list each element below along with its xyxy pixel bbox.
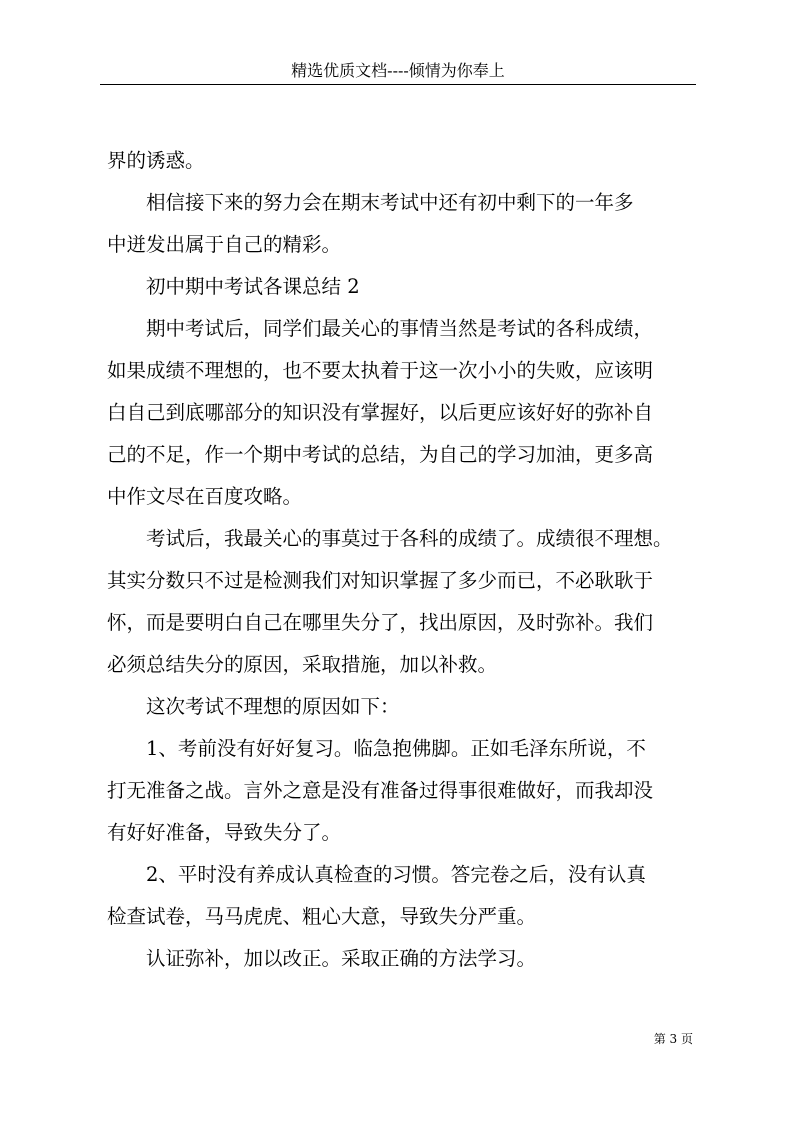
text-line: 白自己到底哪部分的知识没有掌握好，以后更应该好好的弥补自 bbox=[107, 401, 654, 424]
text-line: 有好好准备，导致失分了。 bbox=[107, 821, 342, 844]
text-line: 必须总结失分的原因，采取措施，加以补救。 bbox=[107, 653, 498, 676]
text-line: 认证弥补，加以改正。采取正确的方法学习。 bbox=[146, 947, 537, 970]
text-line: 期中考试后，同学们最关心的事情当然是考试的各科成绩， bbox=[146, 317, 654, 340]
text-line: 2、平时没有养成认真检查的习惯。答完卷之后，没有认真 bbox=[146, 863, 646, 886]
text-line: 界的诱惑。 bbox=[107, 149, 205, 172]
header-title: 精选优质文档----倾情为你奉上 bbox=[291, 61, 505, 80]
page-number: 第 3 页 bbox=[653, 1032, 693, 1046]
text-line: 检查试卷，马马虎虎、粗心大意，导致失分严重。 bbox=[107, 905, 537, 928]
section-heading: 初中期中考试各课总结 2 bbox=[146, 275, 360, 298]
text-line: 打无准备之战。言外之意是没有准备过得事很难做好，而我却没 bbox=[107, 779, 654, 802]
text-line: 怀，而是要明白自己在哪里失分了，找出原因，及时弥补。我们 bbox=[107, 611, 654, 634]
text-line: 己的不足，作一个期中考试的总结，为自己的学习加油，更多高 bbox=[107, 443, 654, 466]
text-line: 其实分数只不过是检测我们对知识掌握了多少而已，不必耿耿于 bbox=[107, 569, 654, 592]
text-line: 如果成绩不理想的，也不要太执着于这一次小小的失败，应该明 bbox=[107, 359, 654, 382]
text-line: 考试后，我最关心的事莫过于各科的成绩了。成绩很不理想。 bbox=[146, 527, 673, 550]
page-header bbox=[100, 58, 696, 85]
document-body bbox=[107, 140, 697, 980]
text-line: 这次考试不理想的原因如下： bbox=[146, 695, 400, 718]
text-line: 相信接下来的努力会在期末考试中还有初中剩下的一年多 bbox=[146, 191, 634, 214]
text-line: 1、考前没有好好复习。临急抱佛脚。正如毛泽东所说，不 bbox=[146, 737, 646, 760]
text-line: 中迸发出属于自己的精彩。 bbox=[107, 233, 342, 256]
text-line: 中作文尽在百度攻略。 bbox=[107, 485, 303, 508]
